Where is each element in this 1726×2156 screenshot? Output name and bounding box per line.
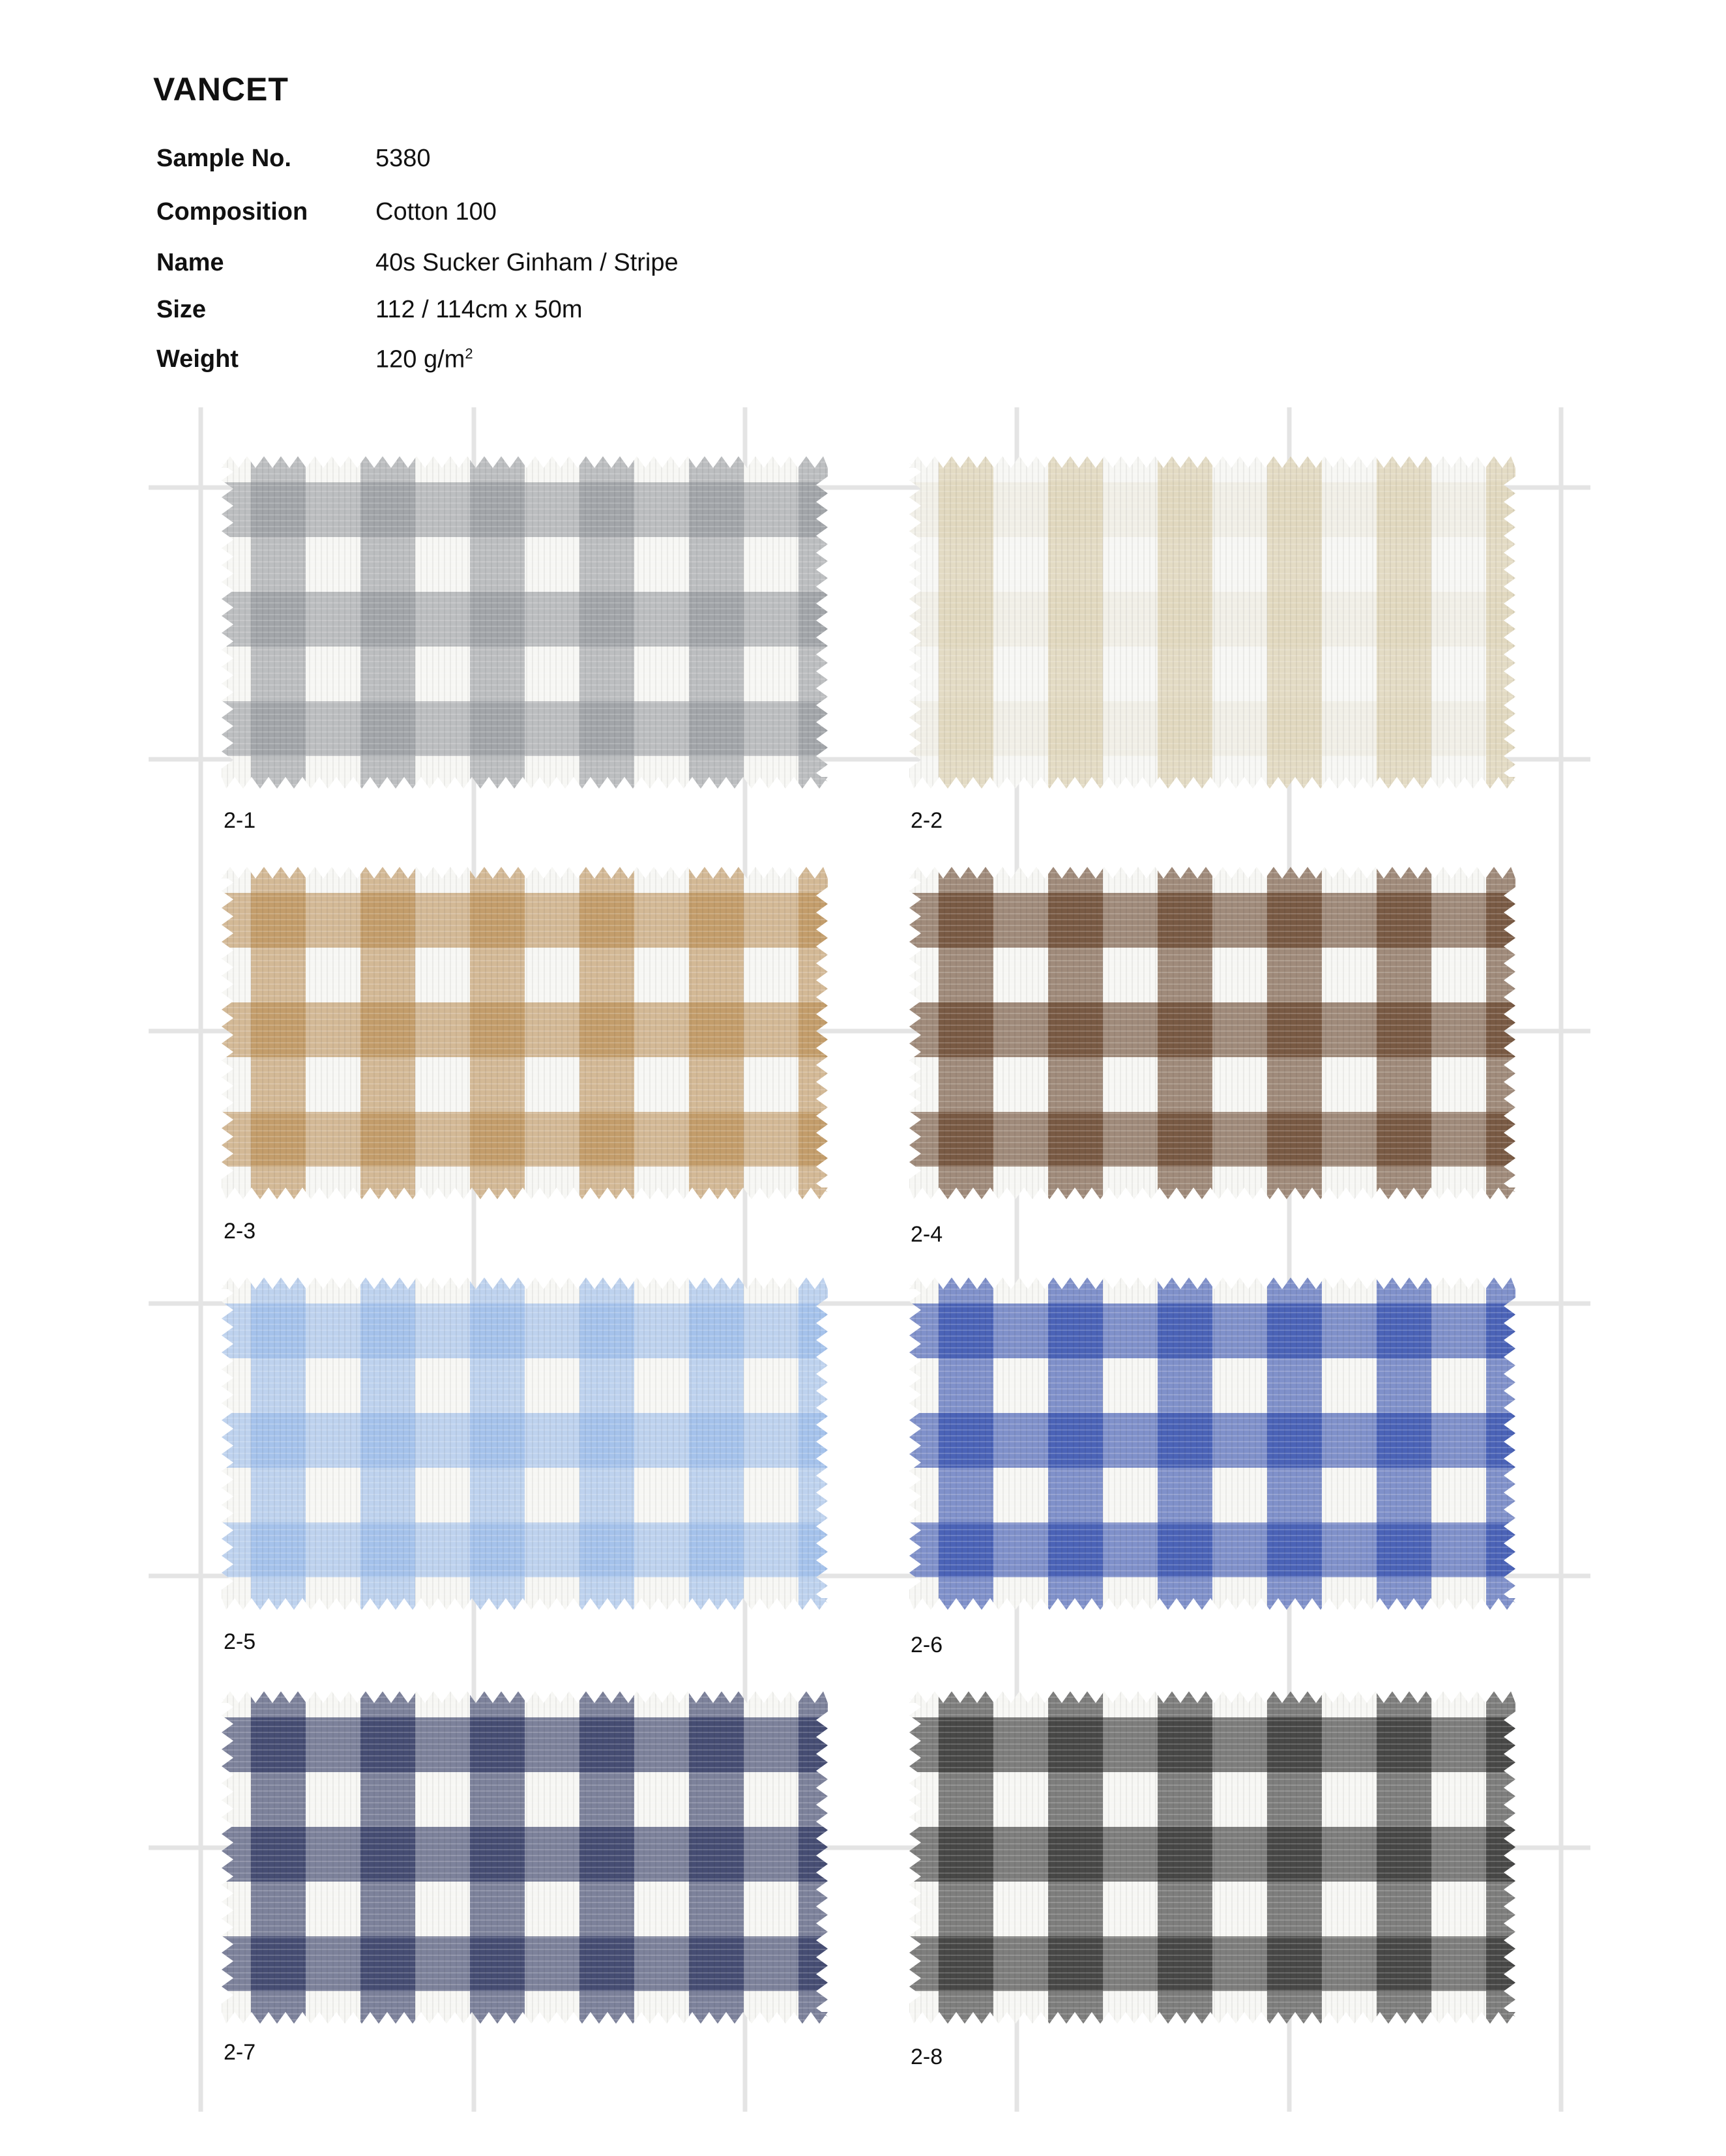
fabric-swatch <box>222 867 828 1199</box>
spec-label: Composition <box>156 198 308 226</box>
fabric-swatch-image <box>909 867 1515 1199</box>
fabric-swatch <box>909 1691 1515 2024</box>
fabric-swatch <box>222 456 828 789</box>
swatch-code-label: 2-5 <box>224 1629 256 1654</box>
fabric-swatch-image <box>222 456 828 789</box>
swatch-code-label: 2-4 <box>911 1222 943 1247</box>
fabric-swatch <box>222 1691 828 2024</box>
swatch-code-label: 2-7 <box>224 2040 256 2065</box>
swatch-code-label: 2-3 <box>224 1219 256 1244</box>
fabric-swatch <box>909 456 1515 789</box>
spec-label: Name <box>156 249 224 276</box>
fabric-swatch <box>909 1277 1515 1610</box>
spec-value: Cotton 100 <box>375 198 497 226</box>
swatch-code-label: 2-8 <box>911 2045 943 2069</box>
fabric-swatch-image <box>222 1691 828 2024</box>
fabric-swatch-image <box>222 867 828 1199</box>
fabric-swatch-image <box>909 1691 1515 2024</box>
spec-label: Size <box>156 296 207 323</box>
spec-label: Weight <box>156 345 239 373</box>
spec-value: 40s Sucker Ginham / Stripe <box>375 249 679 276</box>
fabric-swatch <box>222 1277 828 1610</box>
brand-title: VANCET <box>153 71 289 108</box>
spec-label: Sample No. <box>156 145 291 172</box>
spec-value-superscript: 2 <box>465 345 473 362</box>
spec-value-text: 120 g/m <box>375 345 465 373</box>
spec-value: 5380 <box>375 145 431 172</box>
fabric-swatch-image <box>909 1277 1515 1610</box>
fabric-swatch-image <box>909 456 1515 789</box>
spec-value: 112 / 114cm x 50m <box>375 296 583 323</box>
fabric-swatch-image <box>222 1277 828 1610</box>
swatch-code-label: 2-1 <box>224 808 256 833</box>
spec-value <box>375 345 473 374</box>
swatch-code-label: 2-6 <box>911 1633 943 1657</box>
swatch-code-label: 2-2 <box>911 808 943 833</box>
fabric-swatch <box>909 867 1515 1199</box>
